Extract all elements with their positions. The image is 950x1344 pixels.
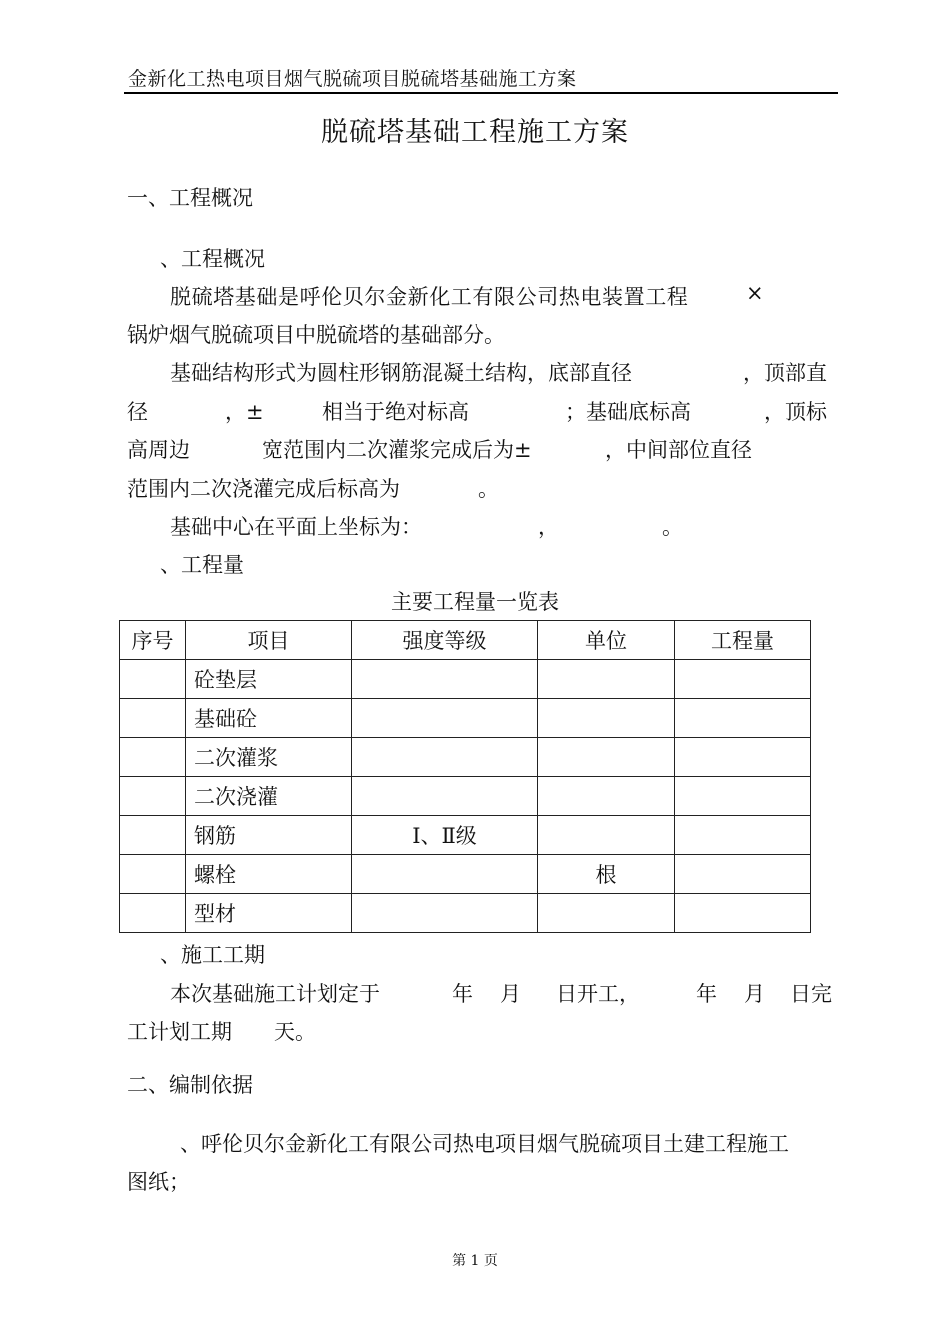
para3-text-a: 基础中心在平面上坐标为： [170,515,422,539]
para3-text-b: ， [538,515,559,539]
cell-quantity [675,894,811,933]
para2-text-g: ，顶标 [764,400,827,424]
col-header-quantity: 工程量 [675,621,811,660]
para1-multiplier: × [746,281,764,305]
cell-unit [538,699,675,738]
cell-item: 型材 [186,894,352,933]
cell-grade [352,894,538,933]
para2-text-j: ，中间部位直径 [605,438,752,462]
para3-text-c: 。 [662,515,683,539]
cell-unit: 根 [538,855,675,894]
cell-quantity [675,738,811,777]
cell-item: 砼垫层 [186,660,352,699]
cell-grade: Ⅰ、Ⅱ级 [352,816,538,855]
table-header-row [120,621,811,660]
para2-text-k: 范围内二次浇灌完成后标高为 [127,477,400,501]
cell-grade [352,855,538,894]
para1-line2: 锅炉烟气脱硫项目中脱硫塔的基础部分。 [127,323,505,347]
cell-item: 二次浇灌 [186,777,352,816]
cell-quantity [675,699,811,738]
schedule-line2: 工计划工期 [127,1020,232,1044]
schedule-day1: 日开工， [556,982,640,1006]
cell-unit [538,816,675,855]
cell-grade [352,660,538,699]
cell-quantity [675,855,811,894]
schedule-text-a: 本次基础施工计划定于 [170,982,380,1006]
schedule-year2: 年 [696,982,717,1006]
para2-text-a: 基础结构形式为圆柱形钢筋混凝土结构，底部直径 [170,361,632,385]
cell-grade [352,738,538,777]
header-divider [124,92,838,94]
table-caption: 主要工程量一览表 [391,590,559,614]
table-row [120,894,811,933]
cell-unit [538,777,675,816]
section-2-heading: 二、编制依据 [127,1073,253,1097]
schedule-month2: 月 [744,982,765,1006]
cell-unit [538,660,675,699]
cell-quantity [675,777,811,816]
para2-text-e: 相当于绝对标高 [322,400,469,424]
table-row [120,738,811,777]
table-row [120,855,811,894]
schedule-days: 天。 [274,1020,316,1044]
subsection-1-2-heading: 、工程量 [160,553,244,577]
para2-text-f: ；基础底标高 [565,400,691,424]
cell-index [120,894,186,933]
col-header-item: 项目 [186,621,352,660]
page-number: 第 1 页 [452,1253,498,1269]
cell-grade [352,777,538,816]
cell-unit [538,894,675,933]
schedule-year1: 年 [452,982,473,1006]
cell-index [120,738,186,777]
cell-item: 钢筋 [186,816,352,855]
para2-text-h: 高周边 [127,438,190,462]
para2-text-d: ，± [225,400,264,424]
schedule-day2: 日完 [790,982,832,1006]
cell-unit [538,738,675,777]
table-row [120,777,811,816]
para2-text-b: ，顶部直 [743,361,827,385]
table-row [120,660,811,699]
subsection-1-3-heading: 、施工工期 [160,943,265,967]
cell-quantity [675,816,811,855]
basis-item1-line2: 图纸； [127,1170,190,1194]
schedule-month1: 月 [500,982,521,1006]
quantity-table [119,620,811,933]
cell-index [120,816,186,855]
cell-item: 基础砼 [186,699,352,738]
para1-line1: 脱硫塔基础是呼伦贝尔金新化工有限公司热电装置工程 [170,285,689,309]
cell-item: 螺栓 [186,855,352,894]
cell-index [120,660,186,699]
col-header-index: 序号 [120,621,186,660]
col-header-grade: 强度等级 [352,621,538,660]
para2-text-c: 径 [127,400,148,424]
para2-text-i: 宽范围内二次灌浆完成后为± [262,438,532,462]
cell-item: 二次灌浆 [186,738,352,777]
cell-index [120,777,186,816]
subsection-1-1-heading: 、工程概况 [160,247,265,271]
cell-index [120,699,186,738]
table-row [120,816,811,855]
cell-grade [352,699,538,738]
table-row [120,699,811,738]
section-1-heading: 一、工程概况 [127,186,253,210]
col-header-unit: 单位 [538,621,675,660]
cell-index [120,855,186,894]
cell-quantity [675,660,811,699]
running-header: 金新化工热电项目烟气脱硫项目脱硫塔基础施工方案 [128,68,577,90]
document-title: 脱硫塔基础工程施工方案 [321,117,629,148]
basis-item1-line1: 、呼伦贝尔金新化工有限公司热电项目烟气脱硫项目土建工程施工 [180,1132,789,1156]
para2-text-l: 。 [478,477,499,501]
